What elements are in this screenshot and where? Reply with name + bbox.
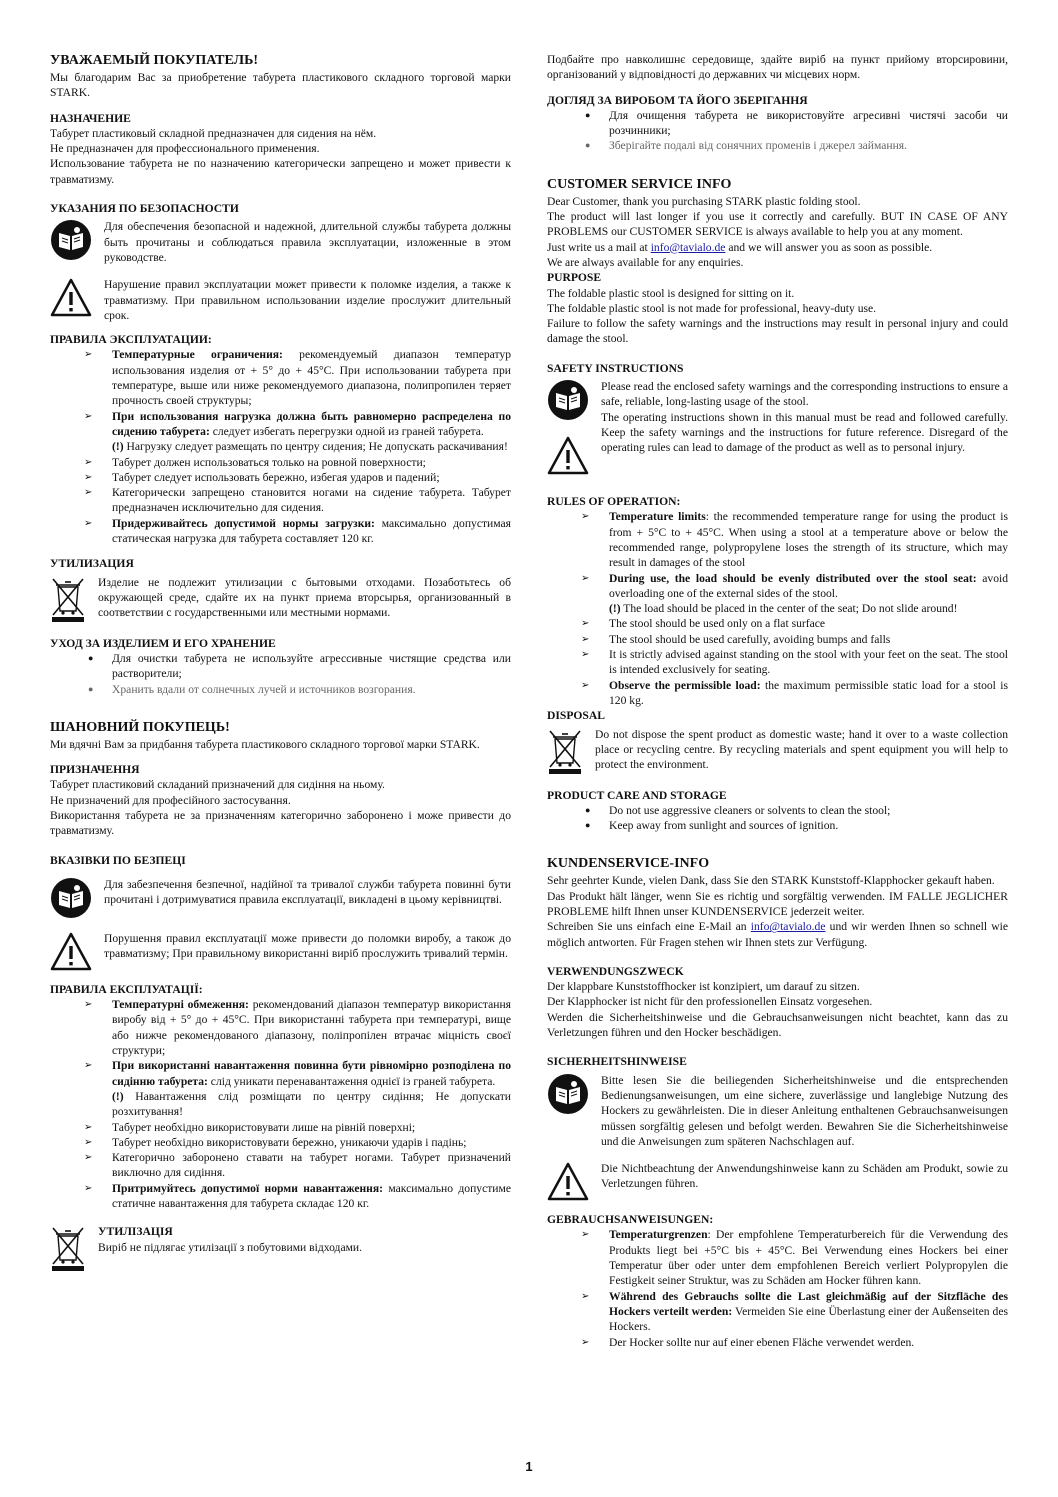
arrow-bullet-icon: ➢ [581, 1229, 590, 1241]
bullet-icon: ● [88, 652, 94, 663]
de-purpose-line: Werden die Sicherheitshinweise und die Gebrauchsanweisungen nicht beachtet, kann das zu Verletzungen führen und den Hocker beschädigen. [547, 1010, 1008, 1040]
uk-purpose-line: Використання табурета не за призначенням категорично заборонено і може привести до травматизму. [50, 808, 511, 838]
list-item: ➢ The stool should be used carefully, avoiding bumps and falls [581, 632, 891, 646]
de-line-1: Sehr geehrter Kunde, vielen Dank, dass Sie den STARK Kunststoff-Klapphocker gekauft haben. [547, 874, 995, 888]
de-line-3: Schreiben Sie uns einfach eine E-Mail an info@tavialo.de und wir werden Ihnen so schnell wie möglich antworten. Für Fragen stehen wir Ihnen stets zur Verfügung. [547, 920, 1008, 949]
arrow-bullet-icon: ➢ [84, 1136, 93, 1148]
page-number: 1 [525, 1459, 533, 1474]
ru-rules-list [50, 347, 511, 546]
list-item: ● Для очистки табурета не используйте агрессивные чистящие средства или растворители; [88, 651, 511, 681]
list-item: ➢ The stool should be used only on a flat surface [581, 617, 826, 631]
ru-purpose-line: Табурет пластиковый складной предназначен для сидения на нём. [50, 126, 377, 140]
ru-disposal-heading: УТИЛИЗАЦИЯ [50, 557, 134, 571]
list-item: ➢ It is strictly advised against standing on the stool with your feet on the seat. The stool is intended exclusively for seating. [581, 648, 1008, 677]
crossed-bin-icon [50, 575, 86, 623]
warning-icon [547, 435, 589, 477]
warning-icon [50, 931, 92, 973]
ru-disposal-row [50, 575, 511, 623]
de-line-2: Das Produkt hält länger, wenn Sie es richtig und sorgfältig verwenden. IM FALLE JEGLICHER PROBLEME hilft Ihnen unser KUNDENSERVICE jederzeit weiter. [547, 889, 1008, 918]
list-item: ➢ Категорически запрещено становится ногами на сидение табурета. Табурет предназначен исключительно для сидения. [84, 486, 511, 515]
list-item: ➢ Der Hocker sollte nur auf einer ebenen Fläche verwendet werden. [581, 1335, 915, 1349]
list-item: ● Хранить вдали от солнечных лучей и источников возгорания. [88, 682, 416, 696]
arrow-bullet-icon: ➢ [84, 1152, 93, 1164]
uk-safety-row-2 [50, 931, 511, 973]
en-title: CUSTOMER SERVICE INFO [547, 176, 732, 192]
list-item: ● Зберігайте подалі від сонячних променів і джерел займання. [585, 139, 908, 153]
en-disposal-heading: DISPOSAL [547, 709, 605, 723]
uk-title: ШАНОВНИЙ ПОКУПЕЦЬ! [50, 719, 230, 735]
de-safety-row-2 [547, 1161, 1008, 1203]
arrow-bullet-icon: ➢ [581, 618, 590, 630]
ru-disposal-text: Изделие не подлежит утилизации с бытовыми отходами. Позаботьтесь об окружающей среде, сдайте их на пункт приема вторсырья, организованный в соответствии с государственными или местными нормами. [98, 575, 511, 620]
arrow-bullet-icon: ➢ [581, 679, 590, 691]
ru-safety-text-2: Нарушение правил эксплуатации может привести к поломке изделия, а также к травматизму. При правильном использовании изделие прослужит длительный срок. [104, 278, 511, 322]
list-item: ➢ При использования нагрузка должна быть равномерно распределена по сидению табурета: следует избегать перегрузки одной из граней табурета. (!) Нагрузку следует размещать по центру сидения; Не допускать раскачивания! [84, 409, 511, 454]
en-disposal-text: Do not dispose the spent product as domestic waste; hand it over to a waste collection place or recycling centre. By recycling materials and spent equipment you will help to protect the environment. [595, 727, 1008, 772]
uk-safety-text-2: Порушення правил експлуатації може привести до поломки виробу, а також до травматизму; При правильному використанні виріб прослужить тривалий термін. [104, 931, 511, 961]
ru-purpose-line: Не предназначен для профессионального применения. [50, 142, 320, 156]
list-item: ➢ Табурет необхідно використовувати лише на рівній поверхні; [84, 1120, 416, 1134]
list-item: ➢ Придерживайтесь допустимой нормы загрузки: максимально допустимая статическая нагрузка для табурета составляет 120 кг. [84, 516, 511, 546]
en-rules-list [547, 509, 1008, 708]
de-title: KUNDENSERVICE-INFO [547, 856, 710, 872]
ru-care-list [50, 651, 511, 697]
list-item: ➢ Категорично заборонено ставати на табурет ногами. Табурет призначений виключно для сидіння. [84, 1151, 511, 1180]
de-safety-text-2: Die Nichtbeachtung der Anwendungshinweise kann zu Schäden am Produkt, sowie zu Verletzungen führen. [601, 1162, 1008, 1191]
arrow-bullet-icon: ➢ [84, 349, 93, 361]
en-purpose-line: Failure to follow the safety warnings and the instructions may result in personal injury and could damage the stool. [547, 317, 1008, 346]
read-manual-icon [547, 379, 589, 421]
ru-purpose-heading: НАЗНАЧЕНИЕ [50, 111, 131, 125]
en-care-list [547, 803, 1008, 834]
uk-purpose-heading: ПРИЗНАЧЕННЯ [50, 763, 140, 777]
de-purpose-line: Der klappbare Kunststoffhocker ist konzipiert, um darauf zu sitzen. [547, 980, 860, 994]
read-manual-icon [50, 219, 92, 261]
list-item: ➢ During use, the load should be evenly distributed over the stool seat: avoid overloading one of the external sides of the stool. (!) The load should be placed in the center of the seat; Do not slide around! [581, 571, 1009, 616]
uk-disposal-row [50, 1224, 511, 1272]
uk-disposal-heading: УТИЛІЗАЦІЯ [98, 1225, 173, 1239]
en-safety-text-2: The operating instructions shown in this manual must be read and followed carefully. Keep the safety warnings and the instructions for future reference. Disregard of the operating rules can lead to damage of the product as well as to personal injury. [601, 410, 1008, 455]
arrow-bullet-icon: ➢ [581, 572, 590, 584]
crossed-bin-icon [50, 1224, 86, 1272]
arrow-bullet-icon: ➢ [84, 517, 93, 529]
en-purpose-line: The foldable plastic stool is designed for sitting on it. [547, 286, 795, 300]
ru-safety-row-1 [50, 219, 511, 265]
uk-disposal-continued: Подбайте про навколишнє середовище, здайте виріб на пункт прийому вторсировини, організований у відповідності до державних чи місцевих норм. [547, 53, 1008, 82]
warning-icon [547, 1161, 589, 1203]
uk-care-list [547, 108, 1008, 154]
en-line-1: Dear Customer, thank you purchasing STARK plastic folding stool. [547, 194, 861, 208]
list-item: ➢ Температурные ограничения: рекомендуемый диапазон температур использования изделия от + 5° до + 45°С. При использовании табурета при температуре, выше или ниже рекомендуемого диапазона, полипропилен теряет прочность своей структуры; [84, 348, 511, 408]
crossed-bin-icon [547, 727, 583, 775]
list-item: ➢ Observe the permissible load: the maximum permissible static load for a stool is 120 kg. [581, 678, 1008, 707]
ru-title: УВАЖАЕМЫЙ ПОКУПАТЕЛЬ! [50, 53, 259, 68]
ru-rules-heading: ПРАВИЛА ЭКСПЛУАТАЦИИ: [50, 333, 212, 347]
list-item: ● Do not use aggressive cleaners or solvents to clean the stool; [585, 803, 891, 817]
list-item: ➢ Temperature limits: the recommended temperature range for using the product is from + 5°C to + 45°C. When using a stool at a temperature above or below the recommended range, polypropylene loses the strength of its structure, which may result in damages of the stool [581, 510, 1008, 570]
uk-disposal-text: Виріб не підлягає утилізації з побутовими відходами. [98, 1240, 363, 1254]
de-safety-text-1: Bitte lesen Sie die beiliegenden Sicherheitshinweise und die entsprechenden Bedienungsanweisungen, um eine sichere, zuverlässige und langlebige Nutzung des Hockers zu gewährleisten. Die in dieser Anleitung enthaltenen Gebrauchsanweisungen müssen sorgfältig gelesen und befolgt werden. Bewahren Sie die Sicherheitshinweise und die Anweisungen zum späteren Nachschlagen auf. [601, 1073, 1008, 1148]
arrow-bullet-icon: ➢ [581, 1336, 590, 1348]
uk-rules-heading: ПРАВИЛА ЕКСПЛУАТАЦІЇ: [50, 982, 203, 996]
left-column [50, 52, 511, 1275]
uk-rules-list [50, 997, 511, 1211]
arrow-bullet-icon: ➢ [84, 487, 93, 499]
list-item: ➢ При використанні навантаження повинна бути рівномірно розподілена по сидінню табурета: слід уникати перенавантаження однієї із граней табурета. (!) Навантаження слід розміщати по центру сидіння; Не допускати розхитування! [84, 1059, 511, 1119]
uk-intro: Ми вдячні Вам за придбання табурета пластикового складного торгової марки STARK. [50, 737, 480, 751]
list-item: ● Для очищення табурета не використовуйте агресивні чистячі засоби чи розчинники; [585, 108, 1008, 138]
bullet-icon: ● [585, 109, 591, 120]
de-purpose-heading: VERWENDUNGSZWECK [547, 964, 684, 978]
ru-safety-heading: УКАЗАНИЯ ПО БЕЗОПАСНОСТИ [50, 202, 239, 216]
read-manual-icon [50, 877, 92, 919]
de-rules-heading: GEBRAUCHSANWEISUNGEN: [547, 1213, 714, 1227]
bullet-icon: ● [585, 820, 591, 831]
bullet-icon: ● [88, 683, 94, 694]
en-care-heading: PRODUCT CARE AND STORAGE [547, 788, 727, 802]
warning-icon [50, 277, 92, 319]
list-item: ➢ Während des Gebrauchs sollte die Last gleichmäßig auf der Sitzfläche des Hockers verteilt werden: Vermeiden Sie eine Überlastung einer der Außenseiten des Hockers. [581, 1289, 1008, 1334]
ru-safety-row-2 [50, 277, 511, 323]
list-item: ➢ Табурет следует использовать бережно, избегая ударов и падений; [84, 470, 440, 484]
list-item: ➢ Temperaturgrenzen: Der empfohlene Temperaturbereich für die Verwendung des Produkts liegt bei +5°C bis + 45°C. Bei Verwendung eines Hockers bei einer Temperatur über oder unter dem empfohlenen Bereich verliert Polypropylen die Festigkeit seiner Struktur, was zu Schäden am Hocker führen kann. [581, 1228, 1008, 1288]
list-item: ➢ Табурет должен использоваться только на ровной поверхности; [84, 455, 426, 469]
de-safety-row-1 [547, 1073, 1008, 1149]
read-manual-icon [547, 1073, 589, 1115]
email-link[interactable]: info@tavialo.de [750, 920, 826, 934]
en-line-4: We are always available for any enquiries. [547, 255, 744, 269]
arrow-bullet-icon: ➢ [581, 649, 590, 661]
right-column [547, 52, 1008, 1350]
list-item: ➢ Табурет необхідно використовувати бережно, уникаючи ударів і падінь; [84, 1135, 467, 1149]
bullet-icon: ● [585, 804, 591, 815]
uk-purpose-line: Табурет пластиковий складаний призначений для сидіння на ньому. [50, 778, 385, 792]
uk-care-heading: ДОГЛЯД ЗА ВИРОБОМ ТА ЙОГО ЗБЕРІГАННЯ [547, 93, 808, 107]
de-purpose-line: Der Klapphocker ist nicht für den professionellen Einsatz vorgesehen. [547, 995, 873, 1009]
en-purpose-heading: PURPOSE [547, 271, 602, 285]
de-rules-list [547, 1227, 1008, 1349]
ru-purpose-line: Использование табурета не по назначению категорически запрещено и может привести к травматизму. [50, 157, 511, 186]
en-safety-text-1: Please read the enclosed safety warnings and the corresponding instructions to ensure a safe, reliable, long-lasting usage of the stool. [601, 380, 1008, 409]
en-line-2: The product will last longer if you use it correctly and carefully. BUT IN CASE OF ANY PROBLEMS our CUSTOMER SERVICE is always available to help you at any moment. [547, 210, 1008, 239]
en-safety-row [547, 379, 1008, 477]
bullet-icon: ● [585, 140, 591, 151]
ru-intro: Мы благодарим Вас за приобретение табурета пластикового складного торговой марки STARK. [50, 71, 511, 100]
ru-care-heading: УХОД ЗА ИЗДЕЛИЕМ И ЕГО ХРАНЕНИЕ [50, 636, 276, 650]
arrow-bullet-icon: ➢ [581, 1290, 590, 1302]
arrow-bullet-icon: ➢ [84, 410, 93, 422]
en-rules-heading: RULES OF OPERATION: [547, 495, 681, 509]
arrow-bullet-icon: ➢ [84, 471, 93, 483]
en-line-3: Just write us a mail at info@tavialo.de and we will answer you as soon as possible. [547, 240, 933, 254]
arrow-bullet-icon: ➢ [84, 1121, 93, 1133]
en-safety-heading: SAFETY INSTRUCTIONS [547, 361, 684, 375]
arrow-bullet-icon: ➢ [84, 1182, 93, 1194]
email-link[interactable]: info@tavialo.de [650, 240, 726, 254]
de-safety-heading: SICHERHEITSHINWEISE [547, 1055, 687, 1069]
arrow-bullet-icon: ➢ [84, 456, 93, 468]
arrow-bullet-icon: ➢ [84, 1060, 93, 1072]
ru-safety-text-1: Для обеспечения безопасной и надежной, длительной службы табурета должны быть прочитаны и соблюдаться правила эксплуатации, изложенные в этом руководстве. [104, 220, 511, 264]
en-purpose-line: The foldable plastic stool is not made for professional, heavy-duty use. [547, 301, 877, 315]
arrow-bullet-icon: ➢ [84, 999, 93, 1011]
arrow-bullet-icon: ➢ [581, 633, 590, 645]
uk-purpose-line: Не призначений для професійного застосування. [50, 793, 291, 807]
list-item: ➢ Температурні обмеження: рекомендований діапазон температур використання виробу від + 5° до + 45°С. При використанні табурета при температурі, вище або нижче рекомендованого діапазону, поліпропілен втрачає міцність своєї структури; [84, 998, 511, 1058]
list-item: ● Keep away from sunlight and sources of ignition. [585, 819, 839, 833]
uk-safety-text-1: Для забезпечення безпечної, надійної та тривалої служби табурета повинні бути прочитані і дотримуватися правила експлуатації, викладені в цьому керівництві. [104, 877, 511, 907]
uk-safety-heading: ВКАЗІВКИ ПО БЕЗПЕЦІ [50, 853, 186, 867]
en-disposal-row [547, 727, 1008, 775]
uk-safety-row-1 [50, 877, 511, 919]
arrow-bullet-icon: ➢ [581, 511, 590, 523]
list-item: ➢ Притримуйтесь допустимої норми навантаження: максимально допустиме статичне навантаження для табурета складає 120 кг. [84, 1181, 511, 1211]
